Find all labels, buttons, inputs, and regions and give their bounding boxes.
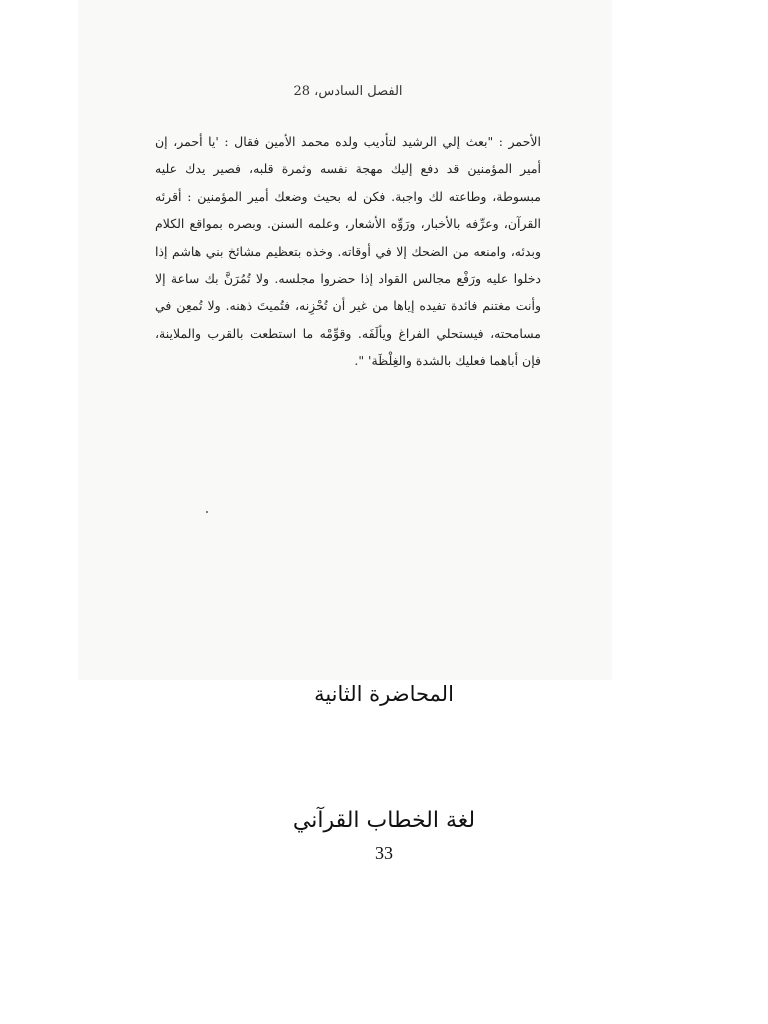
scan-speck: [206, 511, 208, 513]
quoted-paragraph: الأحمر : "بعث إلي الرشيد لتأديب ولده محمد الأمين فقال : 'يا أحمر، إن أمير المؤمنين قد دفع إليك مهجة نفسه وثمرة قلبه، فصير يدك عليه مبسوطة، وطاعته لك واجبة. فكن له بحيث وضعك أمير المؤمنين : أقرئه القرآن، وعرِّفه بالأخبار، ورَوِّه الأشعار، وعلمه السنن. وبصره بمواقع الكلام وبدئه، وامنعه من الضحك إلا في أوقاته. وخذه بتعظيم مشائخ بني هاشم إذا دخلوا عليه ورَفْع مجالس القواد إذا حضروا مجلسه. ولا تُمُرَنَّ بك ساعة إلا وأنت مغتنم فائدة تفيده إياها من غير أن تُحْزِنه، فتُميتَ ذهنه. ولا تُمعِن في مسامحته، فيستحلي الفراغ ويألَفَه. وقوِّمْه ما استطعت بالقرب والملاينة، فإن أباهما فعليك بالشدة والغِلْظَة' ".: [155, 134, 541, 369]
lecture-title: المحاضرة الثانية: [314, 682, 454, 706]
page-number: 33: [375, 843, 393, 863]
section-title: لغة الخطاب القرآني: [292, 808, 476, 833]
running-head: الفصل السادس، 28: [293, 84, 403, 99]
